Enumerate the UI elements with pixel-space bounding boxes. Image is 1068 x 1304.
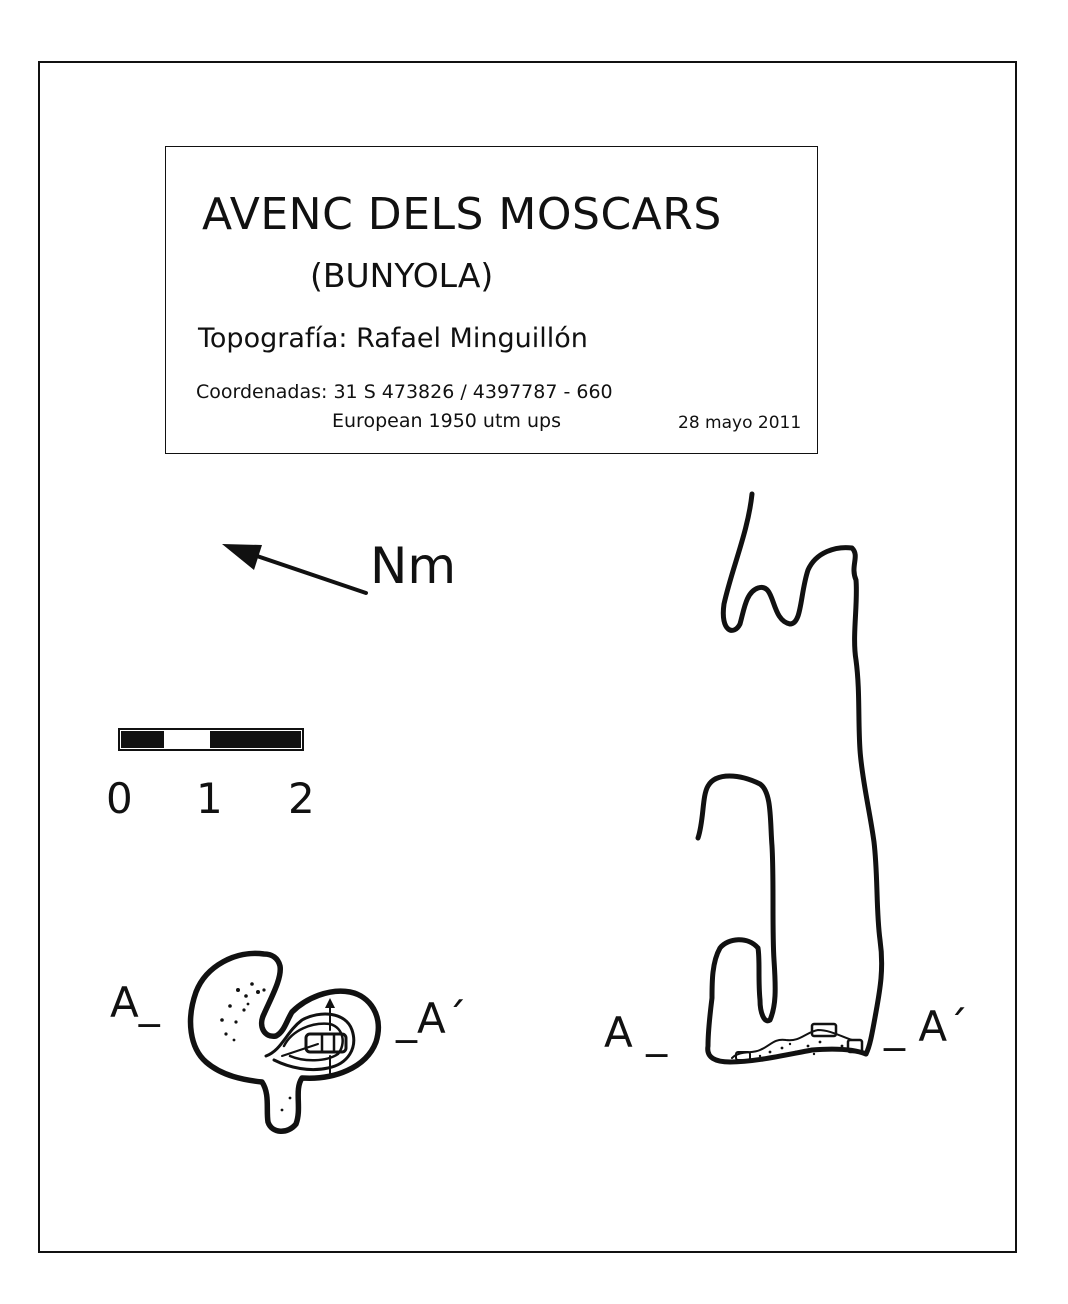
scale-label-0: 0 [106,774,133,823]
scale-label-1: 1 [196,774,223,823]
cave-title: AVENC DELS MOSCARS [202,189,722,240]
scale-label-2: 2 [288,774,315,823]
profile-section-right-label: _ A´ [884,1002,969,1051]
north-label: Nm [370,537,457,595]
cave-plan-view [191,953,379,1131]
datum-text: European 1950 utm ups [332,410,561,432]
plan-section-left-label: A_ [110,978,160,1027]
survey-author: Topografía: Rafael Minguillón [198,323,588,354]
plan-section-right-label: _A´ [396,994,467,1043]
profile-section-left-label: A _ [604,1008,668,1057]
survey-date: 28 mayo 2011 [678,413,802,433]
cave-municipality: (BUNYOLA) [310,256,494,295]
cave-profile-view [698,494,882,1062]
scale-bar [119,729,303,750]
north-arrow-icon [222,544,366,593]
coordinates-text: Coordenadas: 31 S 473826 / 4397787 - 660 [196,381,613,403]
